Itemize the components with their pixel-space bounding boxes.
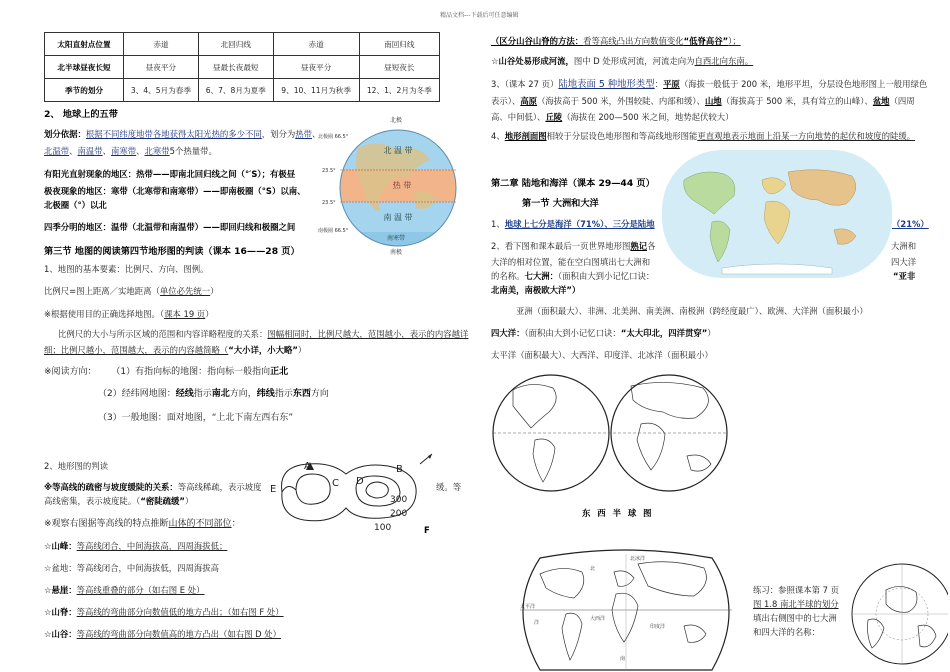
ridge-valley-method-line: （区分山谷山脊的方法：看等高线凸出方向数值变化“低脊高谷”）；: [491, 36, 741, 46]
contour-value: 300: [390, 495, 408, 505]
map-label: 北冰洋: [630, 556, 646, 562]
map-label: 印度洋: [650, 624, 666, 630]
section3-heading: 第三节 地图的阅读第四节地形图的判读（课本 16——28 页）: [44, 246, 300, 257]
contour-label: B: [396, 464, 403, 475]
reading-direction-line: ※阅读方向： （1）有指向标的地图：指向标一般指向正北: [44, 367, 289, 377]
exercise-line-2: 图 1.8 南北半球的划分: [753, 599, 839, 609]
valley-line: ☆山谷：等高线的弯曲部分向数值高的地方凸出（如右图 D 处）: [44, 629, 282, 639]
south-pole-label: 南极: [389, 249, 403, 256]
east-west-hemispheres-map: [491, 370, 731, 500]
scale-relation-line-2: 细；比例尺越小，范围越大，表示的内容越简略（“大小详，小大略”）: [44, 345, 307, 355]
scale-formula-line: 比例尺=图上距离／实地距离（单位必先统一）: [44, 286, 219, 296]
map-label: 太平洋: [520, 604, 536, 610]
cliff-line: ☆悬崖：等高线重叠的部分（如右图 E 处）: [44, 585, 205, 595]
map-label: 大西洋: [590, 616, 606, 622]
exercise-line-1: 练习：参照课本第 7 页: [753, 585, 840, 595]
basin-line: ☆盆地：等高线闭合，中间海拔低，四周海拔高: [44, 563, 220, 573]
contour-density-line: ※等高线的疏密与坡度缓陡的关系：等高线稀疏，表示坡度: [44, 482, 262, 492]
graticule-direction-line: （2）经纬网地图：经线指示南北方向，纬线指示东西方向: [98, 389, 329, 399]
five-zones-heading: 2、 地球上的五带: [44, 109, 118, 120]
zone-list-line: 北温带、南温带、南寒带、北寒带5个热量带。: [44, 146, 217, 156]
polar-projection-map: [848, 560, 948, 672]
contour-heading: 2、地形图的判读: [44, 461, 108, 471]
contour-value: 200: [390, 509, 408, 519]
continents-intro-line-2: 大洋的相对位置，能在空白图填出七大洲和: [491, 257, 651, 267]
chapter2-heading: 第二章 陆地和海洋（课本 29—44 页）: [491, 178, 655, 189]
frigid-line: 极夜现象的地区：寒带（北寒带和南寒带）——即南极圈（°S）以南、: [44, 186, 306, 196]
landforms-line-3: 高、中间低）、丘陵（海拔在 200—500 米之间，地势起伏较大）: [491, 112, 734, 122]
tropic-line: 有阳光直射现象的地区：热带——即南北回归线之间（°′S）；有极昼: [44, 169, 296, 179]
south-temperate-label: 南 温 带: [383, 213, 413, 222]
peak-line: ☆山峰：等高线闭合，中间海拔高，四周海拔低；: [44, 541, 228, 551]
map-elements-line: 1、地图的基本要素：比例尺、方向、图例。: [44, 264, 209, 274]
exercise-line-4: 和四大洋的名称：: [753, 627, 820, 637]
oceans-list-line: 太平洋（面积最大）、大西洋、印度洋、北冰洋（面积最小）: [491, 350, 713, 360]
contour-diagram: [270, 452, 445, 534]
map-label: 南: [620, 656, 626, 662]
land-ratio-tail: （21%）: [892, 219, 929, 229]
landforms-line: 3、（课本 27 页）陆地表面 5 种地形类型：平原（海拔一般低于 200 米，地形平坦，分层设色地形图上一般用绿色: [491, 79, 928, 90]
table-row: 季节的划分 3、4、5月为春季 6、7、8月为夏季 9、10、11月为秋季 12、1、2月为冬季: [45, 79, 440, 102]
landforms-line-2: 表示）、高原（海拔高于 500 米，外围较陡、内部和缓）、山地（海拔高于 500 米，具有耸立的山峰）、盆地（四周: [491, 96, 915, 106]
continents-intro-tail: 大洲和: [891, 241, 917, 251]
north-pole-label: 北极: [389, 117, 403, 124]
five-zones-globe: [318, 108, 460, 256]
north-temperate-label: 北 温 带: [383, 146, 413, 155]
contour-label: D: [356, 476, 364, 487]
profile-line: 4、地形剖面图相较于分层设色地形图和等高线地形图能更直观地表示地面上沿某一方向地势的起伏和坡度的陡缓。: [491, 131, 916, 141]
continents-list-line: 亚洲（面积最大）、非洲、北美洲、南美洲、南极洲（跨经度最广）、欧洲、大洋洲（面积最小）: [516, 306, 868, 316]
lat-label: 南极圈 66.5°: [318, 228, 349, 234]
four-oceans-line: 四大洋：（面积由大到小记忆口诀：“太大印北，四洋贯穿”）: [491, 328, 716, 338]
world-outline-map: [510, 548, 742, 672]
general-direction-line: （3）一般地图：面对地图，“上北下南左西右东”: [98, 413, 294, 423]
continent-mnemonic-head: “亚非: [893, 271, 916, 281]
map-choice-line: ※根据使用目的正确选择地图。（课本 19 页）: [44, 309, 214, 319]
contour-value: 100: [374, 523, 392, 533]
river-line: ☆山谷处易形成河流，图中 D 处形成河流，河流走向为自西北向东南。: [491, 56, 754, 66]
ridge-line: ☆山脊：等高线的弯曲部分向数值低的地方凸出；（如右图 F 处）: [44, 607, 284, 617]
contour-density-tail: 缓。等: [436, 482, 462, 492]
land-sea-ratio-line: 1、地球上七分是海洋（71%）、三分是陆地: [491, 219, 655, 229]
sun-position-table: [44, 32, 440, 102]
hemispheres-caption: 东 西 半 球 图: [582, 508, 654, 518]
contour-label-f: F: [424, 525, 430, 535]
lat-label: 23.5°: [322, 168, 336, 174]
zone-basis-line: 划分依据：根据不同纬度地带各地获得太阳光热的多少不同，划分为热带、: [44, 129, 321, 139]
seven-continents-line: 的名称。七大洲：（面积由大到小记忆口诀：: [491, 271, 655, 281]
continents-intro-line: 2、看下图和课本最后一页世界地形图熟记各: [491, 241, 656, 251]
mountain-parts-line: ※观察右图据等高线的特点推断山体的不同部位：: [44, 519, 241, 529]
page-header: 精品文档---下载后可任意编辑: [440, 12, 519, 19]
contour-label: C: [332, 478, 339, 489]
map-label: 北: [590, 566, 596, 572]
table-row: 北半球昼夜长短 昼夜平分 昼最长夜最短 昼夜平分 昼短夜长: [45, 56, 440, 79]
world-map-colored: [662, 150, 892, 278]
frigid-line-2: 北极圈（°）以北: [44, 200, 107, 210]
contour-label: A: [304, 461, 311, 472]
section1-heading: 第一节 大洲和大洋: [522, 198, 599, 209]
continent-mnemonic-tail: 北南美，南极欧大洋”）: [491, 285, 581, 295]
lat-label: 北极圈 66.5°: [318, 134, 349, 140]
tropic-zone-label: 热 带: [392, 181, 412, 190]
temperate-line: 四季分明的地区：温带（北温带和南温带）——即回归线和极圈之间: [44, 222, 296, 232]
scale-relation-line: 比例尺的大小与所示区域的范围和内容详略程度的关系：图幅相同时，比例尺越大，范围越小，表示的内容越详: [58, 329, 469, 339]
table-row: 太阳直射点位置 赤道 北回归线 赤道 南回归线: [45, 33, 440, 56]
contour-density-line-2: 高线密集，表示坡度陡。（“密陡疏缓”）: [44, 496, 194, 506]
south-frigid-label: 南寒带: [386, 235, 406, 242]
continents-intro-tail-2: 四大洋: [891, 257, 917, 267]
lat-label: 23.5°: [322, 200, 336, 206]
contour-label: E: [270, 484, 277, 495]
exercise-line-3: 填出右侧图中的七大洲: [753, 613, 837, 623]
map-label: 洋: [534, 620, 540, 626]
